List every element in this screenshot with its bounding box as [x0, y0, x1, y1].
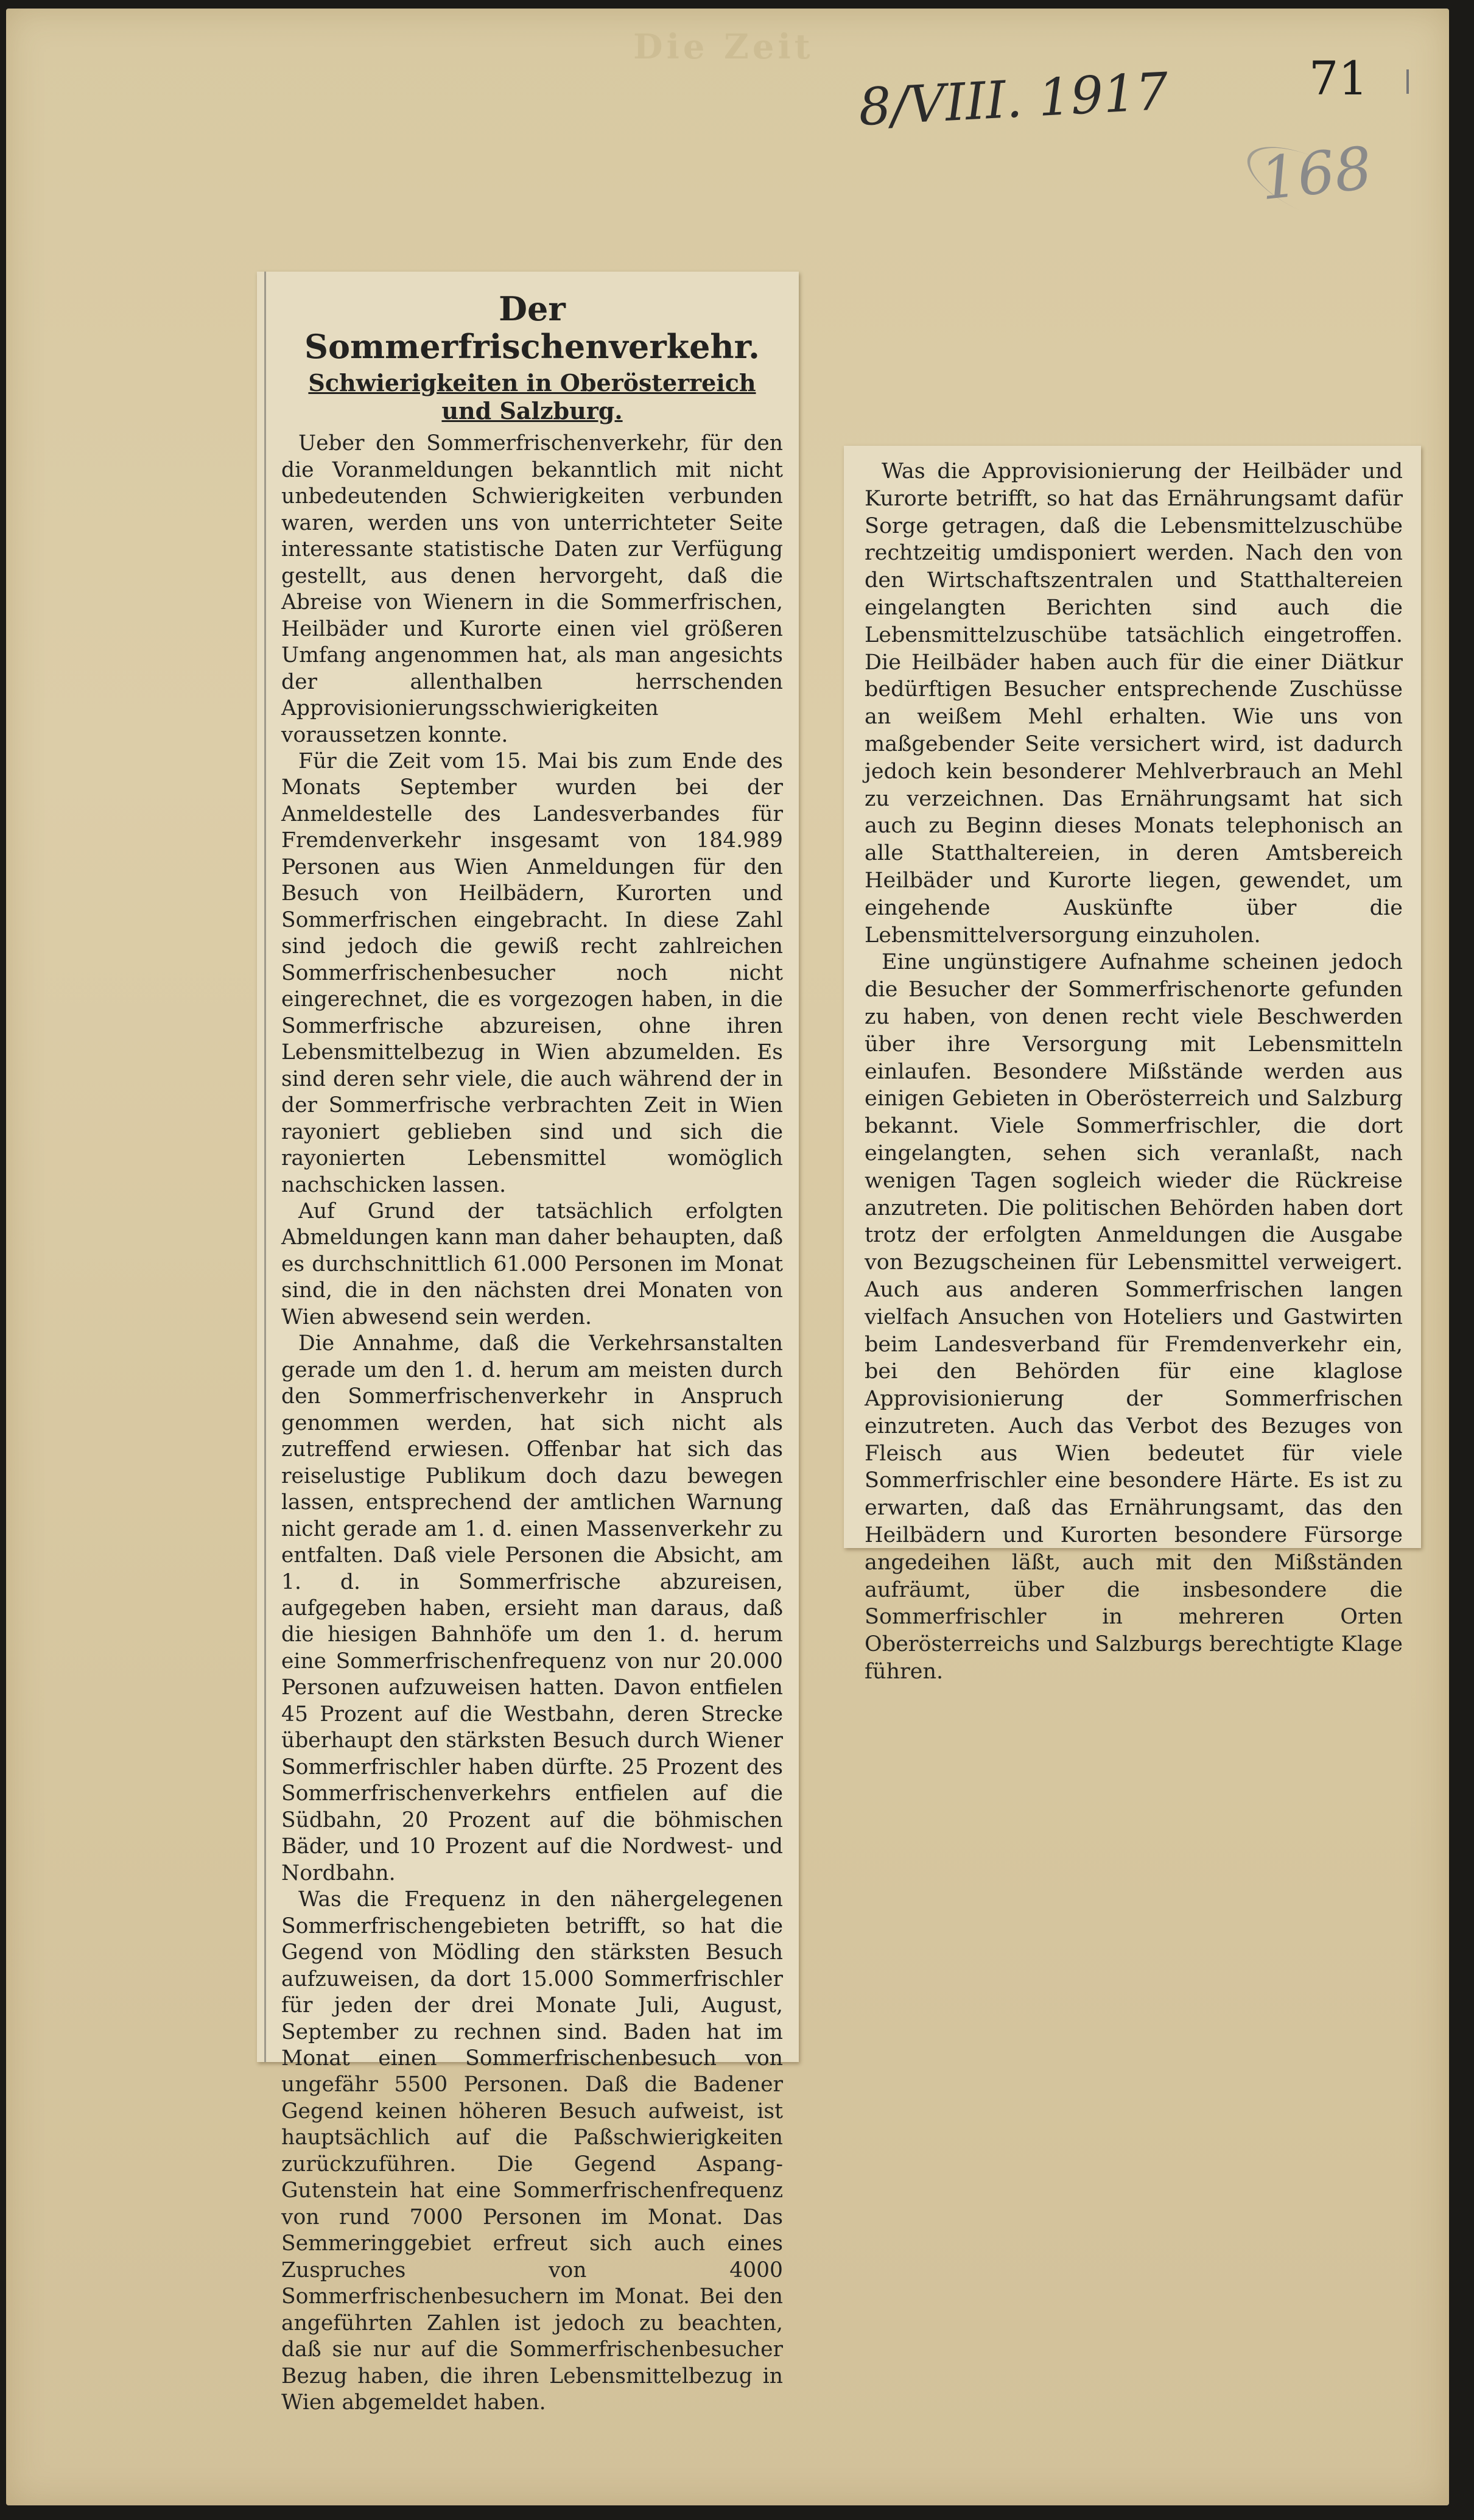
archive-number: 168	[1257, 133, 1375, 214]
handwritten-date: 8/VIII. 1917	[857, 61, 1170, 138]
article-paragraph: Für die Zeit vom 15. Mai bis zum Ende des Monats September wurden bei der Anmeldestelle des Landesverbandes für Fremdenverkehr insgesamt von 184.989 Personen aus Wien Anmeldungen für den Besuch von Heilbädern, Kurorten und Sommerfrischen eingebracht. In diese Zahl sind jedoch die gewiß recht zahlreichen Sommerfrischenbesucher noch nicht eingerechnet, die es vorgezogen haben, in die Sommerfrische abzureisen, ohne ihren Lebensmittelbezug in Wien abzumelden. Es sind deren sehr viele, die auch während der in der Sommerfrische verbrachten Zeit in Wien rayoniert geblieben sind und sich die rayonierten Lebensmittel womöglich nachschicken lassen.	[281, 749, 783, 1197]
article-paragraph: Ueber den Sommerfrischenverkehr, für den die Voranmeldungen bekanntlich mit nicht unbedeutenden Schwierigkeiten verbunden waren, werden uns von unterrichteter Seite interessante statistische Daten zur Verfügung gestellt, aus denen hervorgeht, daß die Abreise von Wienern in die Sommerfrischen, Heilbäder und Kurorte einen viel größeren Umfang angenommen hat, als man angesichts der allenthalben herrschenden Approvisionierungsschwierigkeiten voraussetzen konnte.	[281, 431, 783, 747]
article-paragraph: Auf Grund der tatsächlich erfolgten Abmeldungen kann man daher behaupten, daß es durchschnittlich 61.000 Personen im Monat sind, die in den nächsten drei Monaten von Wien abwesend sein werden.	[281, 1198, 783, 1329]
newspaper-clipping-right	[844, 446, 1421, 1684]
archive-sheet	[6, 9, 1449, 2505]
article-paragraph: Was die Approvisionierung der Heilbäder und Kurorte betrifft, so hat das Ernährungsamt dafür Sorge getragen, daß die Lebensmittelzuschübe rechtzeitig umdisponiert werden. Nach den von den Wirtschaftszentralen und Statthaltereien eingelangten Berichten sind auch die Lebensmittelzuschübe tatsächlich eingetroffen. Die Heilbäder haben auch für die einer Diätkur bedürftigen Besucher entsprechende Zuschüsse an weißem Mehl erhalten. Wie uns von maßgebender Seite versichert wird, ist dadurch jedoch kein besonderer Mehlverbrauch an Mehl zu verzeichnen. Das Ernährungsamt hat sich auch zu Beginn dieses Monats telephonisch an alle Statthaltereien, in deren Amtsbereich Heilbäder und Kurorte liegen, gewendet, um eingehende Auskünfte über die Lebensmittelversorgung einzuholen.	[865, 459, 1403, 948]
page-number: 71	[1309, 51, 1368, 105]
article-paragraph: Die Annahme, daß die Verkehrsanstalten gerade um den 1. d. herum am meisten durch den Sommerfrischenverkehr in Anspruch genommen werden, hat sich nicht als zutreffend erwiesen. Offenbar hat sich das reiselustige Publikum doch dazu bewegen lassen, entsprechend der amtlichen Warnung nicht gerade am 1. d. einen Massenverkehr zu entfalten. Daß viele Personen die Absicht, am 1. d. in Sommerfrische abzureisen, aufgegeben haben, ersieht man daraus, daß die hiesigen Bahnhöfe um den 1. d. herum eine Sommerfrischenfrequenz von nur 20.000 Personen aufzuweisen hatten. Davon entfielen 45 Prozent auf die Westbahn, deren Strecke überhaupt den stärksten Besuch durch Wiener Sommerfrischler haben dürfte. 25 Prozent des Sommerfrischenverkehrs entfielen auf die Südbahn, 20 Prozent auf die böhmischen Bäder, und 10 Prozent auf die Nordwest- und Nordbahn.	[281, 1331, 783, 1885]
newspaper-clipping-left	[257, 272, 799, 2415]
article-title: Der Sommerfrischenverkehr.	[304, 289, 760, 367]
article-paragraph: Eine ungünstigere Aufnahme scheinen jedoch die Besucher der Sommerfrischenorte gefunden zu haben, von denen recht viele Beschwerden über ihre Versorgung mit Lebensmitteln einlaufen. Besondere Mißstände werden aus einigen Gebieten in Oberösterreich und Salzburg bekannt. Viele Sommerfrischler, die dort eingelangten, sehen sich veranlaßt, nach wenigen Tagen sogleich wieder die Rückreise anzutreten. Die politischen Behörden haben dort trotz der erfolgten Anmeldungen die Ausgabe von Bezugscheinen für Lebensmittel verweigert. Auch aus anderen Sommerfrischen langen vielfach Ansuchen von Hoteliers und Gastwirten beim Landesverband für Fremdenverkehr ein, bei den Behörden für eine klaglose Approvisionierung der Sommerfrischen einzutreten. Auch das Verbot des Bezuges von Fleisch aus Wien bedeutet für viele Sommerfrischler eine besondere Härte. Es ist zu erwarten, daß das Ernährungsamt, das den Heilbädern und Kurorten besondere Fürsorge angedeihen läßt, auch mit den Mißständen aufräumt, über die insbesondere die Sommerfrischler in mehreren Orten Oberösterreichs und Salzburgs berechtigte Klage führen.	[865, 950, 1403, 1684]
faint-header-imprint: Die Zeit	[633, 27, 814, 67]
clipping-edge-line	[264, 272, 266, 2062]
article-subtitle: Schwierigkeiten in Oberösterreich und Salzburg.	[308, 369, 756, 424]
edge-mark	[1406, 69, 1409, 94]
article-paragraph: Was die Frequenz in den nähergelegenen Sommerfrischengebieten betrifft, so hat die Gegend von Mödling den stärksten Besuch aufzuweisen, da dort 15.000 Sommerfrischler für jeden der drei Monate Juli, August, September zu rechnen sind. Baden hat im Monat einen Sommerfrischenbesuch von ungefähr 5500 Personen. Daß die Badener Gegend keinen höheren Besuch aufweist, ist hauptsächlich auf die Paßschwierigkeiten zurückzuführen. Die Gegend Aspang-Gutenstein hat eine Sommerfrischenfrequenz von rund 7000 Personen im Monat. Das Semmeringgebiet erfreut sich auch eines Zuspruches von 4000 Sommerfrischenbesuchern im Monat. Bei den angeführten Zahlen ist jedoch zu beachten, daß sie nur auf die Sommerfrischenbesucher Bezug haben, die ihren Lebensmittelbezug in Wien abgemeldet haben.	[281, 1887, 783, 2415]
